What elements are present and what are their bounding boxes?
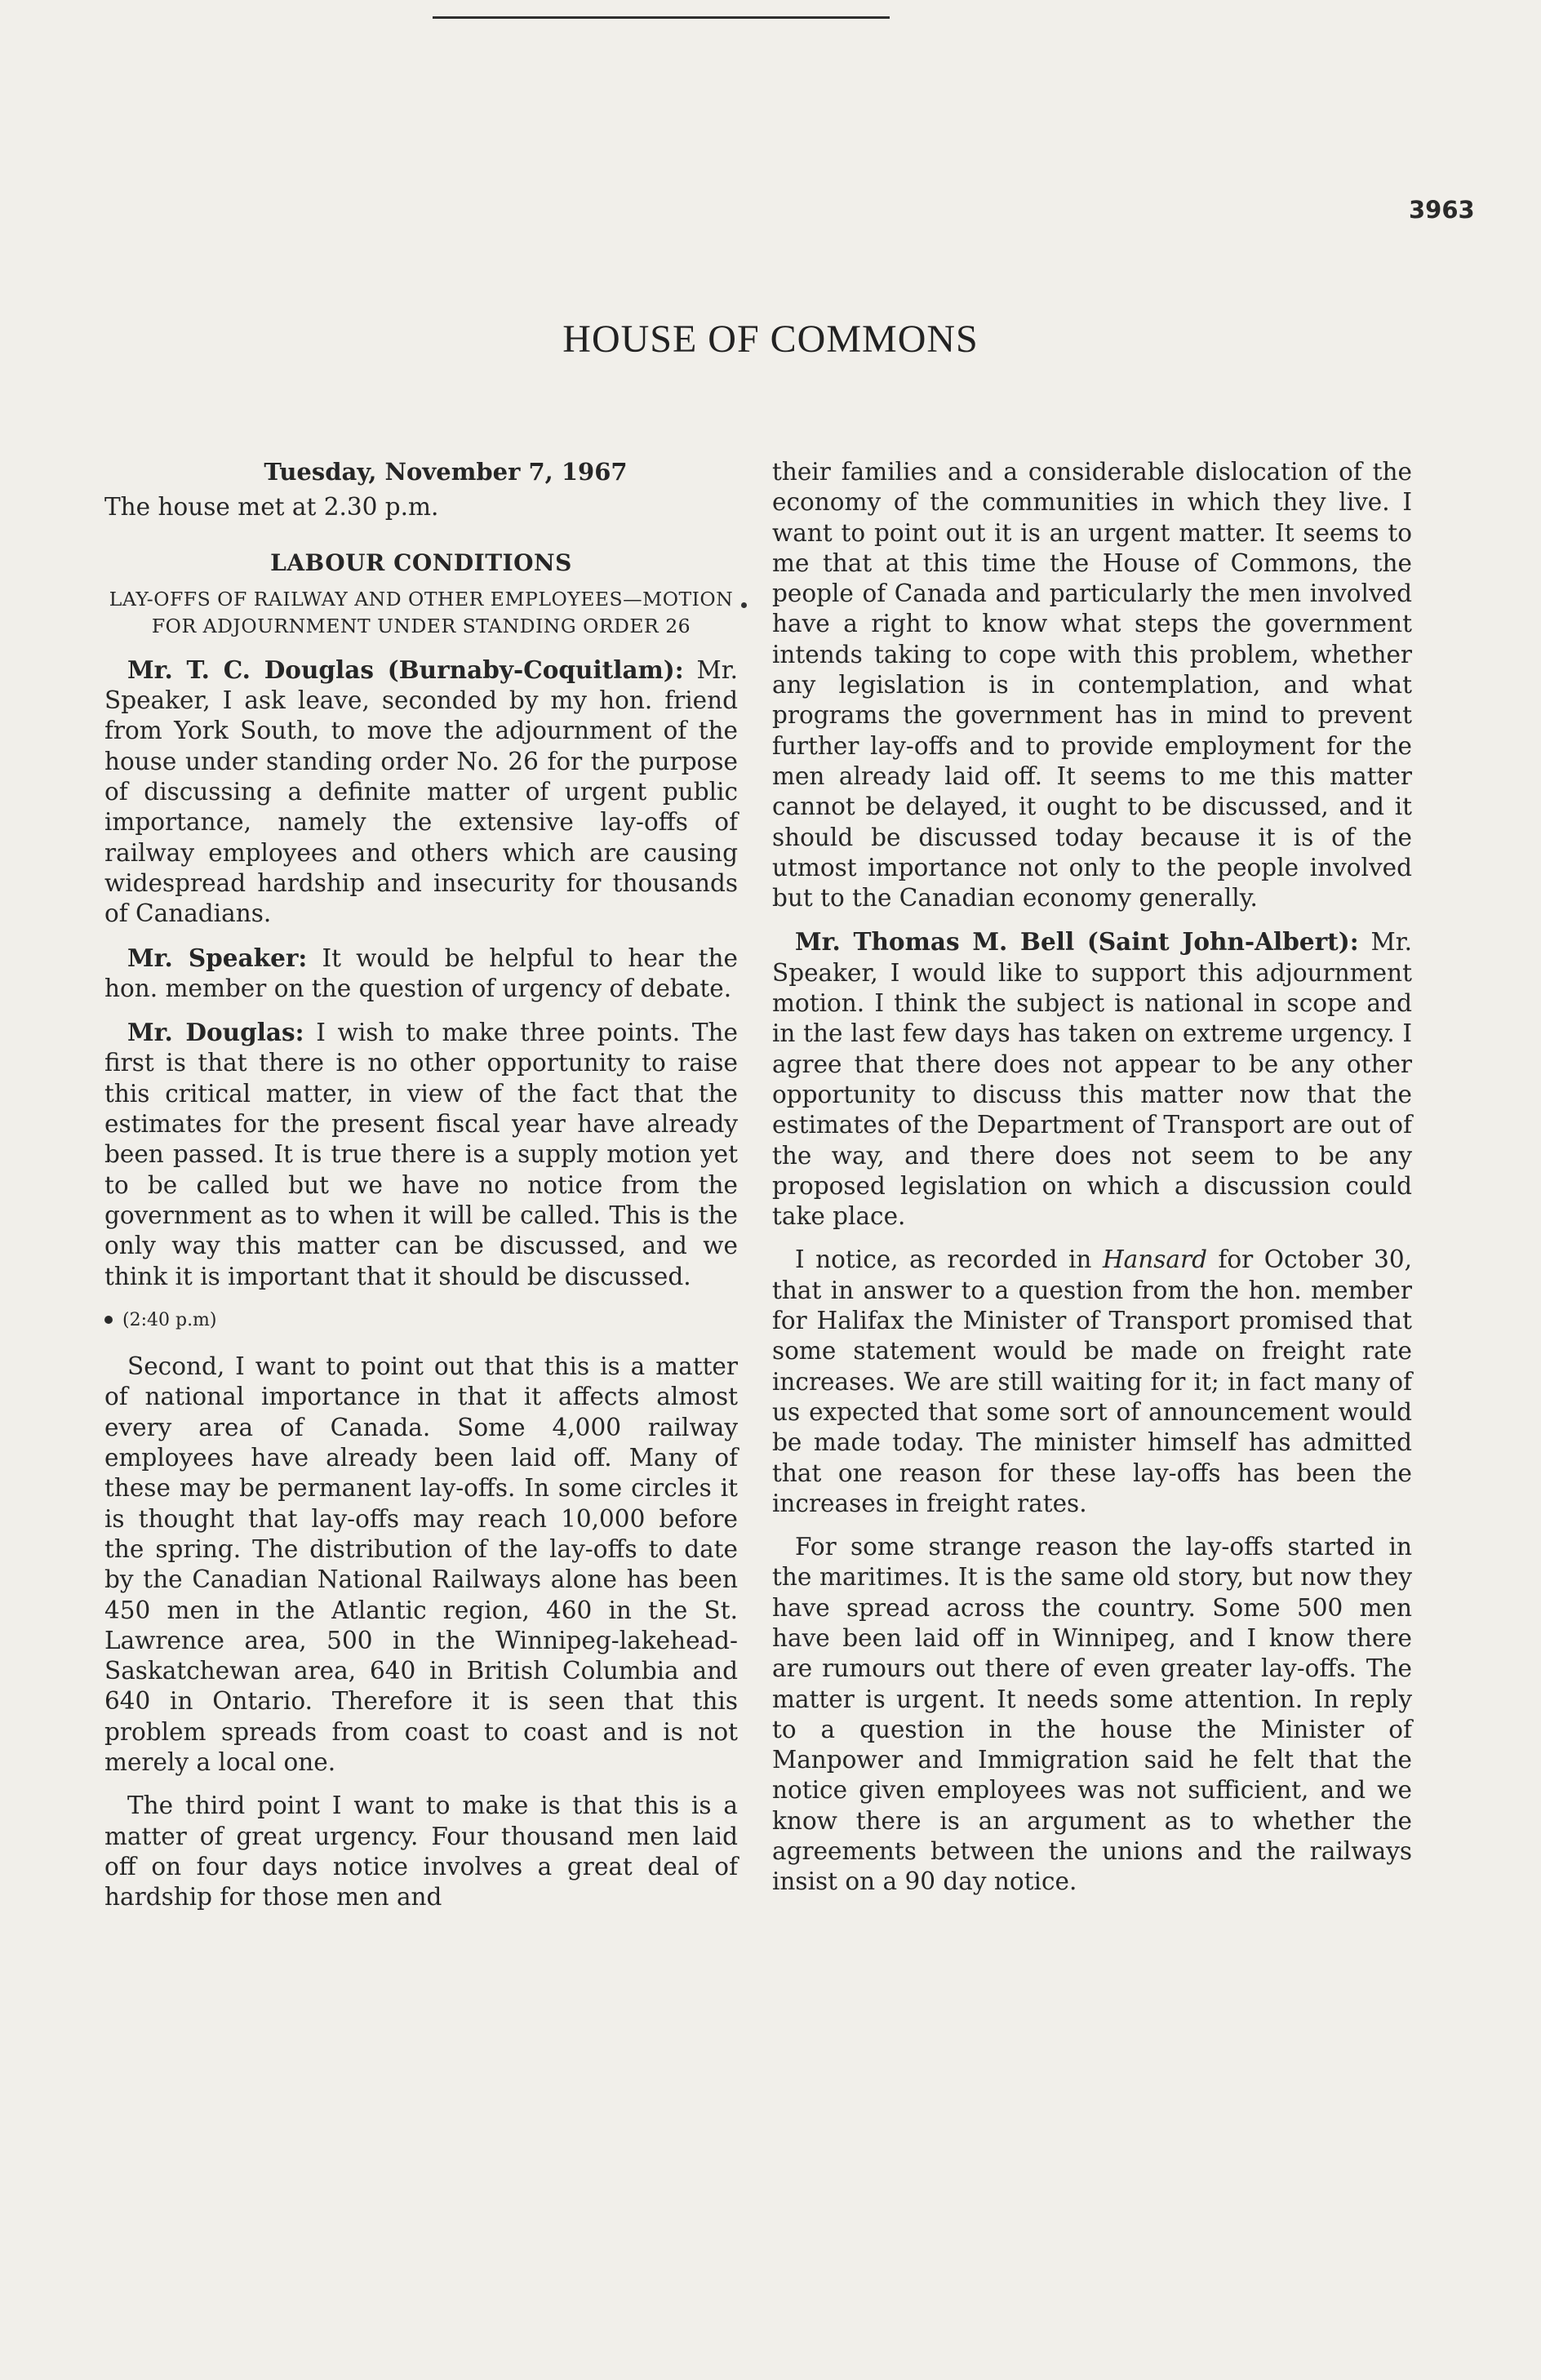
paragraph-text: for October 30, that in answer to a question from the hon. member for Halifax the Minister of Transport promised that some statement would be made on freight rate increases. We are still waiting for it; in fact many of us expected that some sort of announcement would be made today. The minister himself has admitted that one reason for these lay-offs has been the increases in freight rates. <box>772 1246 1412 1517</box>
paragraph-douglas-motion <box>104 655 738 930</box>
masthead-title: HOUSE OF COMMONS <box>562 317 979 361</box>
paragraph-text: Mr. Speaker, I ask leave, seconded by my hon. friend from York South, to move the adjournment of the house under standing order No. 26 for the purpose of discussing a definite matter of urgent public importance, namely the extensive lay-offs of railway employees and others which are causing widespread hardship and insecurity for thousands of Canadians. <box>104 655 738 928</box>
paragraph-bell <box>772 926 1412 1232</box>
paragraph-text: I notice, as recorded in <box>795 1246 1092 1274</box>
paragraph-second-point: Second, I want to point out that this is a matter of national importance in that it affects almost every area of Canada. Some 4,000 railway employees have already been laid off. Many of these may be permanent lay-offs. In some circles it is thought that lay-offs may reach 10,000 before the spring. The distribution of the lay-offs to date by the Canadian National Railways alone has been 450 men in the Atlantic region, 460 in the St. Lawrence area, 500 in the Winnipeg-lakehead-Saskatchewan area, 640 in British Columbia and 640 in Ontario. Therefore it is seen that this problem spreads from coast to coast and is not merely a local one. <box>104 1352 738 1776</box>
section-subheading: LAY-OFFS OF RAILWAY AND OTHER EMPLOYEES—MOTION FOR ADJOURNMENT UNDER STANDING ORDER 26 <box>109 587 734 637</box>
page-number: 3963 <box>1409 196 1475 224</box>
time-marker <box>104 1305 738 1335</box>
paragraph-hansard <box>772 1245 1412 1519</box>
margin-dot <box>741 602 747 608</box>
paragraph-speaker <box>104 943 738 1005</box>
time-marker-text: (2:40 p.m) <box>122 1309 217 1330</box>
speaker-name: Mr. Speaker: <box>127 943 308 972</box>
paragraph-third-point: The third point I want to make is that this is a matter of great urgency. Four thousand men laid off on four days notice involves a great deal of hardship for those men and <box>104 1792 738 1912</box>
paragraph-continued: their families and a considerable dislocation of the economy of the communities in which they live. I want to point out it is an urgent matter. It seems to me that at this time the House of Commons, the people of Canada and particularly the men involved have a right to know what steps the government intends taking to cope with this problem, whether any legislation is in contemplation, and what programs the government has in mind to prevent further lay-offs and to provide employment for the men already laid off. It seems to me this matter cannot be delayed, it ought to be discussed, and it should be discussed today because it is of the utmost importance not only to the people involved but to the Canadian economy generally. <box>772 458 1412 912</box>
paragraph-text: I wish to make three points. The first is that there is no other opportunity to raise this critical matter, in view of the fact that the estimates for the present fiscal year have already been passed. It is true there is a supply motion yet to be called but we have no notice from the government as to when it will be called. This is the only way this matter can be discussed, and we think it is important that it should be discussed. <box>104 1019 738 1290</box>
paragraph-maritimes: For some strange reason the lay-offs started in the maritimes. It is the same old story, but now they have spread across the country. Some 500 men have been laid off in Winnipeg, and I know there are rumours out there of even greater lay-offs. The matter is urgent. It needs some attention. In reply to a question in the house the Minister of Manpower and Immigration said he felt that the notice given employees was not sufficient, and we know there is an argument as to whether the agreements between the unions and the railways insist on a 90 day notice. <box>772 1533 1412 1896</box>
speaker-name: Mr. Douglas: <box>127 1018 304 1047</box>
top-rule <box>433 16 890 19</box>
section-heading: LABOUR CONDITIONS <box>270 548 572 576</box>
opening-line: The house met at 2.30 p.m. <box>104 493 439 522</box>
hansard-reference: Hansard <box>1102 1246 1207 1274</box>
speaker-name: Mr. Thomas M. Bell (Saint John-Albert): <box>795 927 1359 957</box>
paragraph-text: It would be helpful to hear the hon. member on the question of urgency of debate. <box>104 944 738 1002</box>
paragraph-text: Mr. Speaker, I would like to support this adjournment motion. I think the subject is national in scope and in the last few days has taken on extreme urgency. I agree that there does not appear to be any other opportunity to discuss this matter now that the estimates of the Department of Transport are out of the way, and there does not seem to be any proposed legislation on which a discussion could take place. <box>772 928 1412 1231</box>
bullet-icon <box>104 1316 113 1324</box>
right-column <box>772 457 1412 1911</box>
left-column <box>104 457 738 1925</box>
paragraph-douglas-points <box>104 1017 738 1292</box>
dateline: Tuesday, November 7, 1967 <box>264 458 628 486</box>
speaker-name: Mr. T. C. Douglas (Burnaby-Coquitlam): <box>127 655 684 684</box>
